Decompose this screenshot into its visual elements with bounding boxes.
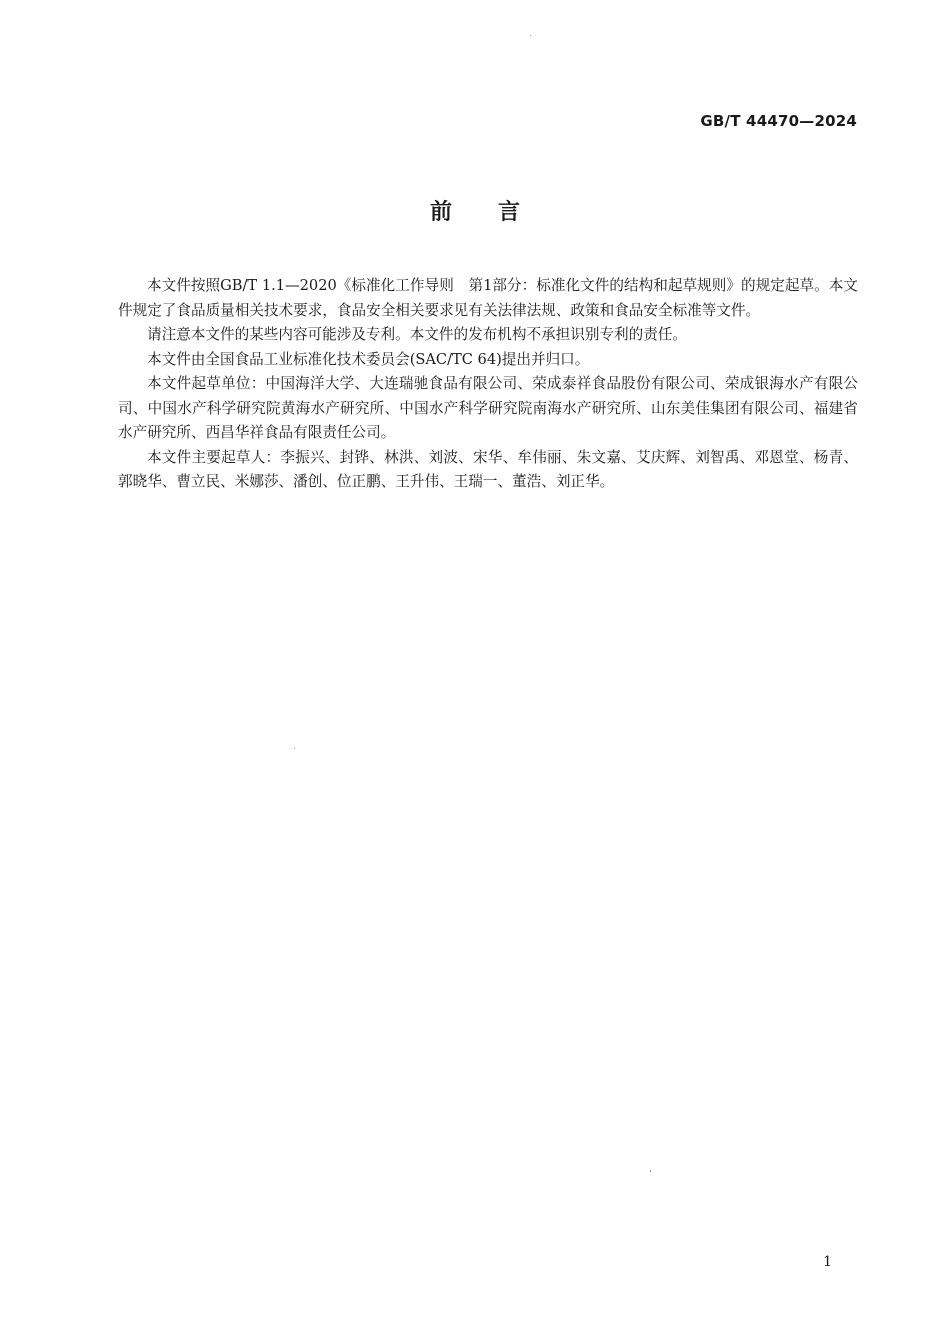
scan-speck (294, 748, 295, 749)
paragraph-proposer: 本文件由全国食品工业标准化技术委员会(SAC/TC 64)提出并归口。 (147, 350, 590, 368)
title-char-2: 言 (498, 200, 521, 225)
paragraph-drafters: 本文件主要起草人：李振兴、封铧、林洪、刘波、宋华、牟伟丽、朱文嘉、艾庆辉、刘智禹、邓恩堂、杨青、郭晓华、曹立民、米娜莎、潘创、位正鹏、王升伟、王瑞一、董浩、刘正华。 (118, 448, 858, 490)
paragraph-drafting-units: 本文件起草单位：中国海洋大学、大连瑞驰食品有限公司、荣成泰祥食品股份有限公司、荣成银海水产有限公司、中国水产科学研究院黄海水产研究所、中国水产科学研究院南海水产研究所、山东美佳集团有限公司、福建省水产研究所、西昌华祥食品有限责任公司。 (118, 375, 858, 441)
paragraph-patent-notice: 请注意本文件的某些内容可能涉及专利。本文件的发布机构不承担识别专利的责任。 (147, 326, 687, 343)
scan-speck (530, 35, 531, 36)
title-char-1: 前 (429, 200, 452, 225)
page-number: 1 (823, 1254, 832, 1270)
standard-number: GB/T 44470—2024 (700, 112, 857, 130)
scan-speck (650, 1170, 651, 1172)
page-title (0, 195, 950, 226)
paragraph-drafting-rules: 本文件按照GB/T 1.1—2020《标准化工作导则 第1部分：标准化文件的结构和起草规则》的规定起草。本文件规定了食品质量相关技术要求，食品安全相关要求见有关法律法规、政策和食品安全标准等文件。 (118, 277, 858, 319)
foreword-body (118, 274, 858, 495)
